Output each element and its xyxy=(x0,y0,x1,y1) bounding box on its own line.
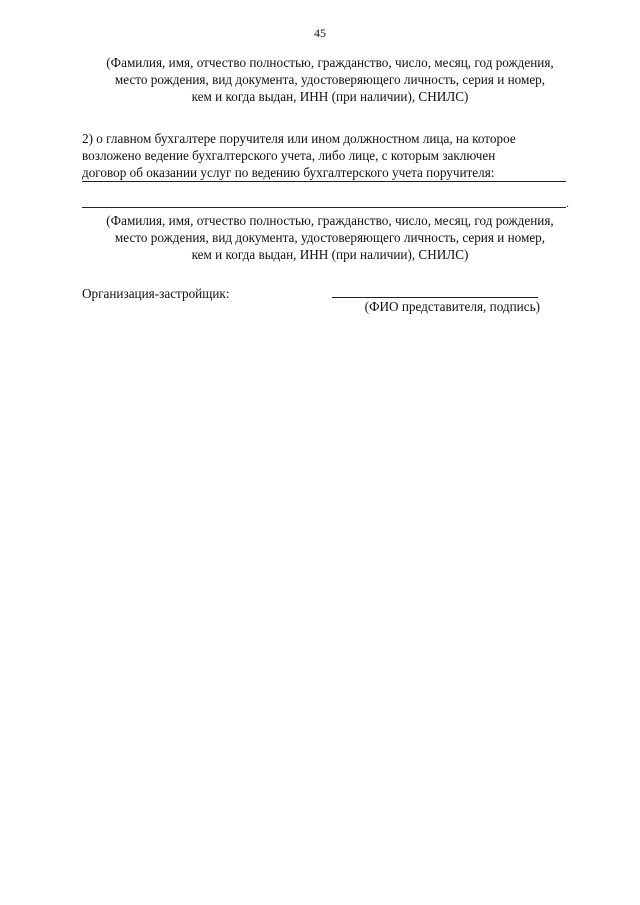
caption-line: кем и когда выдан, ИНН (при наличии), СНИЛС) xyxy=(191,89,469,104)
fill-in-line[interactable] xyxy=(82,181,566,182)
paragraph-line: возложено ведение бухгалтерского учета, либо лице, с которым заключен xyxy=(82,148,496,163)
signature-line[interactable] xyxy=(332,297,538,298)
organization-label: Организация-застройщик: xyxy=(82,286,230,301)
paragraph-line: 2) о главном бухгалтере поручителя или ином должностном лица, на которое xyxy=(82,131,516,146)
person-details-caption xyxy=(70,54,590,105)
signature-caption: (ФИО представителя, подпись) xyxy=(364,299,540,314)
line-end-period: . xyxy=(566,196,569,210)
chief-accountant-paragraph xyxy=(82,130,588,181)
fill-in-line[interactable] xyxy=(82,207,566,208)
caption-line: (Фамилия, имя, отчество полностью, гражданство, число, месяц, год рождения, xyxy=(106,213,554,228)
caption-line: кем и когда выдан, ИНН (при наличии), СНИЛС) xyxy=(191,247,469,262)
caption-line: место рождения, вид документа, удостоверяющего личность, серия и номер, xyxy=(114,72,546,87)
page-number: 45 xyxy=(314,26,326,40)
paragraph-line: договор об оказании услуг по ведению бухгалтерского учета поручителя: xyxy=(82,165,495,180)
caption-line: место рождения, вид документа, удостоверяющего личность, серия и номер, xyxy=(114,230,546,245)
caption-line: (Фамилия, имя, отчество полностью, гражданство, число, месяц, год рождения, xyxy=(106,55,554,70)
accountant-details-caption xyxy=(70,212,590,263)
